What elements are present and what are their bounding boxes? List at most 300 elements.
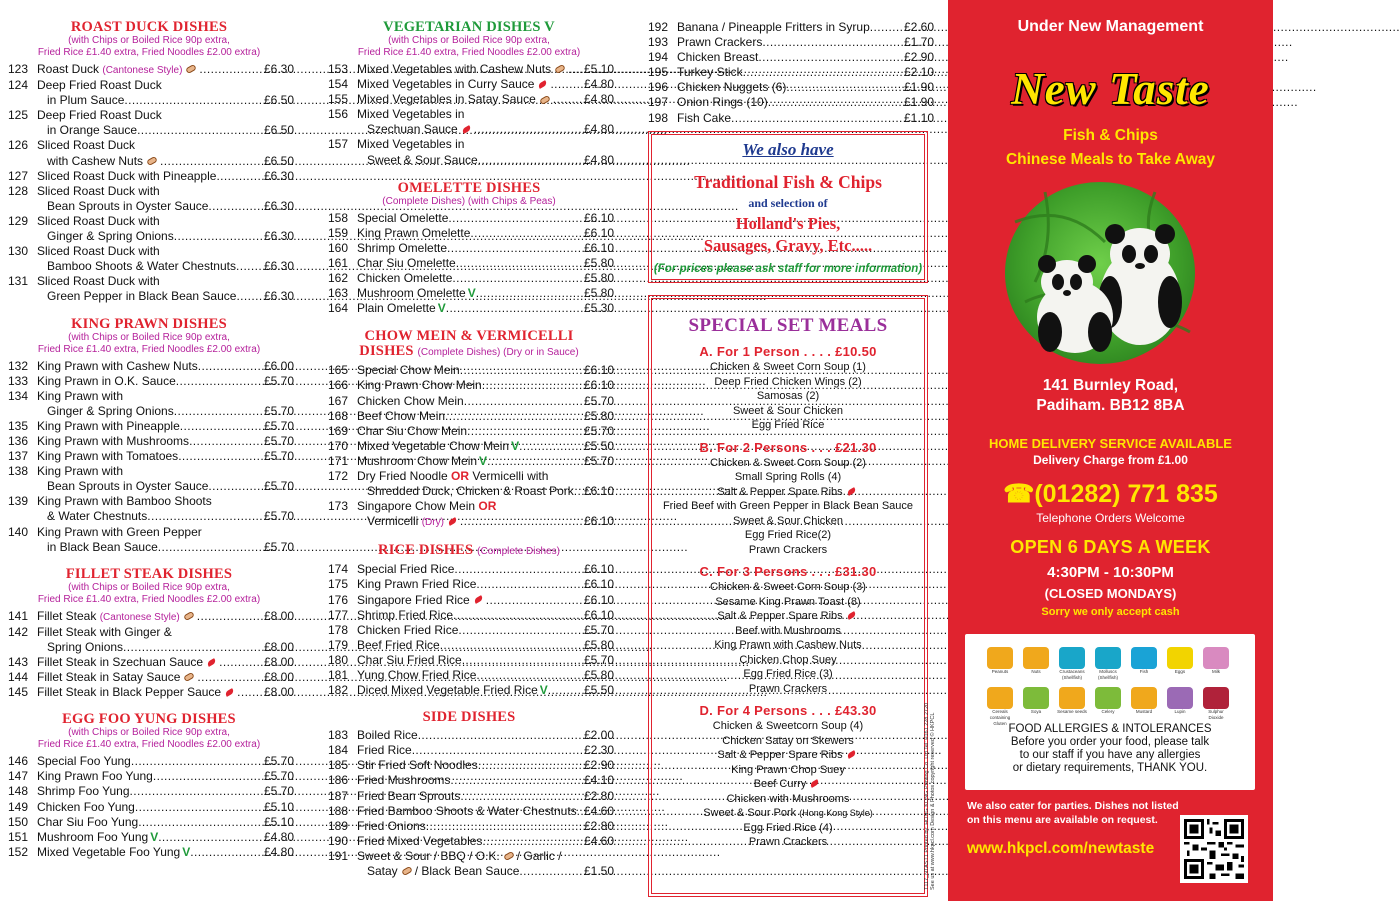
menu-list (4, 609, 294, 701)
website-link[interactable]: www.hkpcl.com/newtaste (967, 840, 1155, 857)
allergy-info-box (965, 634, 1255, 790)
set-meals-title: SPECIAL SET MEALS (688, 315, 888, 336)
menu-item (644, 95, 934, 110)
item-number: 184 (328, 743, 349, 758)
leader-dots (138, 815, 264, 830)
item-price: £8.00 (263, 655, 294, 669)
set-meal-line-text: Prawn Crackers (748, 682, 828, 695)
item-price: £6.30 (263, 259, 294, 274)
item-name: Shredded Duck, Chicken & Roast Pork (367, 484, 574, 499)
item-name (37, 464, 123, 479)
menu-list (4, 754, 294, 860)
set-meal-line-text: Salt & Pepper Spare Ribs (717, 485, 843, 498)
leader-dots (460, 363, 584, 378)
leader-dots (137, 123, 264, 138)
item-number: 174 (328, 562, 349, 577)
item-name (357, 743, 412, 758)
item-number: 195 (648, 65, 669, 80)
menu-item (4, 800, 294, 815)
item-name (357, 773, 450, 788)
item-number: 161 (328, 255, 349, 270)
menu-item (4, 509, 294, 524)
item-price: £6.30 (263, 168, 294, 183)
leader-dots (478, 153, 584, 168)
item-name (37, 655, 219, 670)
allergen-icon (987, 687, 1013, 709)
menu-item (324, 226, 614, 241)
menu-item (4, 374, 294, 389)
menu-item (4, 93, 294, 108)
item-name (357, 469, 548, 484)
item-name-text: Char Siu Chow Mein (357, 423, 468, 438)
leader-dots (758, 50, 904, 65)
set-meal-line (652, 404, 924, 419)
leader-dots (458, 623, 584, 638)
item-name (37, 62, 199, 78)
item-name-text: Mixed Vegetable Foo Yung (37, 844, 181, 859)
item-name (37, 845, 190, 860)
item-name-text: Roast Duck (37, 62, 100, 76)
vegetarian-icon: V (182, 844, 191, 859)
leader-dots (450, 773, 584, 788)
chili-icon (846, 487, 856, 496)
set-meal-line-text: Deep Fried Chicken Wings (2) (714, 375, 862, 388)
menu-list (4, 62, 294, 305)
item-price: £8.00 (263, 639, 294, 654)
allergen-icon (1023, 687, 1049, 709)
item-price: £4.80 (583, 77, 614, 92)
item-name (357, 439, 519, 454)
item-price: £6.30 (263, 229, 294, 244)
item-name-text: Fish Cake (677, 110, 732, 125)
qr-code[interactable] (1180, 815, 1248, 883)
item-name-text: in Black Bean Sauce (47, 539, 158, 554)
item-price: £8.00 (263, 670, 294, 685)
telephone-icon: ☎ (1003, 480, 1035, 508)
item-price: £1.70 (903, 35, 934, 50)
catering-note: on this menu are available on request. (967, 814, 1158, 826)
leader-dots (208, 479, 264, 494)
menu-item (324, 62, 614, 77)
item-name-text: King Prawn with Pineapple (37, 418, 180, 433)
item-name-text: Spring Onions (47, 639, 124, 654)
leader-dots (553, 92, 584, 107)
item-name-part: Vermicelli (367, 514, 419, 529)
vegetarian-icon: V (539, 683, 548, 698)
set-meal-line (652, 470, 924, 485)
leader-dots (568, 62, 584, 77)
item-price: £6.10 (583, 378, 614, 393)
leader-dots (176, 374, 264, 389)
menu-list (324, 211, 614, 317)
item-name (357, 363, 460, 378)
item-name (47, 289, 236, 304)
menu-item (324, 758, 614, 773)
set-meal-line (652, 638, 924, 653)
item-price: £6.10 (583, 240, 614, 255)
item-name (357, 211, 448, 226)
set-meal-line-text: Prawn Crackers (748, 836, 828, 848)
menu-item (324, 819, 614, 834)
item-name (677, 95, 768, 110)
item-name (357, 92, 553, 107)
leader-dots (474, 122, 584, 137)
menu-item (324, 743, 614, 758)
item-name-text: Chicken Fried Rice (357, 622, 459, 637)
phone-number[interactable] (948, 479, 1273, 509)
set-meal-line-text: Chicken & Sweetcorn Soup (4) (712, 720, 864, 732)
item-number: 194 (648, 50, 669, 65)
set-meal-line-text: Egg Fried Rice (4) (743, 821, 833, 834)
item-number: 137 (8, 449, 29, 464)
item-number: 139 (8, 494, 29, 509)
item-name (357, 608, 453, 623)
leader-dots (174, 229, 264, 244)
menu-item (4, 830, 294, 845)
item-name-text: Beef Fried Rice (357, 637, 440, 652)
menu-item (4, 244, 294, 259)
set-meal-line-text: Chicken Chop Suey (739, 653, 837, 666)
leader-dots (870, 20, 904, 35)
item-price: £5.70 (263, 449, 294, 464)
leader-dots (123, 640, 264, 655)
menu-item (4, 464, 294, 479)
item-name-part: Sweet & Sour / BBQ / O.K. (357, 848, 500, 863)
item-price: £5.10 (263, 814, 294, 829)
king-prawn-section (4, 317, 294, 555)
item-name (37, 830, 158, 845)
item-price: £5.50 (583, 438, 614, 453)
leader-dots (178, 449, 264, 464)
item-name (677, 111, 731, 126)
leader-dots (519, 439, 584, 454)
item-price: £4.80 (263, 844, 294, 859)
item-number: 136 (8, 433, 29, 448)
item-price: £6.10 (583, 562, 614, 577)
nut-icon (146, 156, 158, 166)
item-price: £6.10 (583, 607, 614, 622)
menu-item (4, 540, 294, 555)
set-meal-line-text: King Prawn with Cashew Nuts (714, 639, 862, 651)
phone-number-text: (01282) 771 835 (1034, 480, 1218, 508)
menu-item (4, 229, 294, 244)
item-name (357, 758, 478, 773)
leader-dots (464, 394, 584, 409)
menu-item (324, 484, 614, 499)
item-number: 147 (8, 769, 29, 784)
item-extra: (Cantonese Style) (102, 65, 183, 76)
leader-dots (189, 434, 264, 449)
item-price: £4.80 (583, 92, 614, 107)
item-name (37, 625, 172, 640)
menu-item (324, 562, 614, 577)
or-label: OR (478, 499, 497, 514)
also-heading: We also have (742, 140, 834, 159)
item-name (37, 274, 160, 289)
item-name-text: King Prawn with (37, 388, 124, 403)
item-price: £6.10 (583, 592, 614, 607)
printer-credit (924, 650, 936, 890)
item-name (357, 77, 550, 92)
menu-item (4, 274, 294, 289)
nut-icon (401, 866, 413, 876)
item-name-text: Special Foo Yung (37, 754, 131, 769)
set-meal-line (652, 528, 924, 543)
item-name (37, 525, 202, 540)
item-name-text: Mixed Vegetables in Satay Sauce (357, 92, 536, 107)
menu-item (4, 289, 294, 304)
item-name (37, 449, 178, 464)
menu-item (4, 123, 294, 138)
item-name (357, 849, 561, 864)
allergen-icon (1167, 647, 1193, 669)
allergen-icon (1203, 647, 1229, 669)
item-number: 130 (8, 244, 29, 259)
leader-dots (478, 758, 584, 773)
menu-item (324, 454, 614, 469)
item-name (47, 479, 208, 494)
item-name (357, 638, 440, 653)
address-line-2: Padiham. BB12 8BA (1036, 397, 1185, 414)
item-name (677, 65, 743, 80)
item-name (37, 670, 197, 685)
item-name (357, 378, 482, 393)
item-price: £4.80 (263, 829, 294, 844)
leader-dots (219, 655, 264, 670)
set-meal-line (652, 418, 924, 433)
set-meal-line-text: King Prawn Chop Suey (731, 763, 845, 776)
set-meal-line-text: Sweet & Sour Chicken (732, 514, 844, 527)
item-name-text: Char Siu Foo Yung (37, 814, 139, 829)
item-name-text: Mushroom Foo Yung (37, 829, 149, 844)
item-name-text: Prawn Crackers (677, 35, 763, 50)
pies-text: Holland's Pies, (735, 214, 841, 233)
item-price: £6.50 (263, 123, 294, 138)
allergen-item (1165, 687, 1195, 721)
allergen-item (1093, 687, 1123, 721)
tagline-chinese: Chinese Meals to Take Away (1005, 151, 1216, 168)
leader-dots (476, 577, 584, 592)
item-name (37, 374, 176, 389)
leader-dots (418, 728, 584, 743)
item-price: £5.10 (263, 799, 294, 814)
leader-dots (786, 80, 904, 95)
set-meal-line-text: Salt & Pepper Spare Ribs (717, 749, 843, 761)
item-number: 170 (328, 438, 349, 453)
menu-item (324, 256, 614, 271)
new-management-text: Under New Management (1017, 18, 1204, 35)
item-number: 191 (328, 848, 349, 863)
menu-item (644, 20, 934, 35)
menu-item (324, 834, 614, 849)
leader-dots (190, 845, 264, 860)
set-meal-line-text: Egg Fried Rice (751, 419, 825, 431)
item-price: £5.70 (263, 403, 294, 418)
set-meal-line (652, 499, 924, 514)
set-meal-line (652, 734, 924, 749)
allergy-text (965, 723, 1255, 775)
item-number: 160 (328, 240, 349, 255)
item-name-text: King Prawn in O.K. Sauce (37, 373, 176, 388)
open-days: OPEN 6 DAYS A WEEK (1010, 537, 1211, 557)
item-number: 124 (8, 78, 29, 93)
delivery-heading: HOME DELIVERY SERVICE AVAILABLE (989, 436, 1232, 451)
menu-item (324, 668, 614, 683)
item-price: £5.10 (583, 62, 614, 76)
menu-list-part (324, 363, 614, 469)
item-number: 152 (8, 844, 29, 859)
menu-item (324, 773, 614, 788)
item-name (47, 640, 123, 655)
leader-dots (448, 211, 584, 226)
item-number: 132 (8, 358, 29, 373)
leader-dots (548, 683, 584, 698)
vegetarian-section (324, 20, 614, 168)
item-number: 193 (648, 35, 669, 50)
item-price: £6.30 (263, 289, 294, 304)
item-number: 183 (328, 728, 349, 743)
allergen-icon (1023, 647, 1049, 669)
item-name-text: Beef Chow Mein (357, 408, 446, 423)
section-title-text: DISHES (359, 343, 414, 360)
item-name-text: Bamboo Shoots & Water Chestnuts (47, 259, 236, 274)
item-name-text: King Prawn with Mushrooms (37, 433, 190, 448)
nut-icon (184, 672, 196, 682)
selection-text: and selection of (748, 196, 828, 210)
item-name (37, 754, 131, 769)
item-name-text: Fillet Steak (37, 608, 97, 623)
item-number: 126 (8, 138, 29, 153)
leader-dots (158, 540, 264, 555)
item-price: £2.90 (583, 758, 614, 773)
item-name-text: Fillet Steak in Satay Sauce (37, 670, 181, 685)
menu-item (4, 670, 294, 685)
section-subtitle: (with Chips or Boiled Rice 90p extra, (68, 35, 230, 46)
item-name-part: Singapore Chow Mein (357, 499, 476, 514)
item-name-text: Chicken Foo Yung (37, 799, 135, 814)
item-price: £2.30 (583, 743, 614, 758)
item-name (357, 499, 496, 514)
item-name-part: Satay (367, 864, 398, 879)
set-meal-line-text: Egg Fried Rice(2) (744, 529, 832, 541)
section-subtitle: (Complete Dishes) (Dry or in Sauce) (417, 347, 579, 359)
side-dishes-section (324, 710, 614, 879)
item-name-text: Ginger & Spring Onions (47, 403, 174, 418)
item-name (37, 169, 216, 184)
item-name (357, 286, 476, 301)
item-name-text: Chicken Chow Mein (357, 393, 464, 408)
item-name (367, 153, 478, 168)
nut-icon (183, 611, 195, 621)
set-meal-line-text: Samosas (2) (756, 390, 820, 402)
menu-item (324, 683, 614, 698)
menu-item (324, 137, 614, 152)
allergen-label: Crustaceans (Shellfish) (1059, 669, 1085, 680)
item-name-text: Fried Mixed Vegetables (357, 833, 483, 848)
item-name (357, 241, 447, 256)
item-name (677, 20, 870, 35)
allergen-item (1129, 687, 1159, 721)
menu-item (324, 593, 614, 608)
menu-item (324, 728, 614, 743)
menu-column-2 (324, 0, 614, 879)
item-name-text: Special Fried Rice (357, 562, 455, 577)
item-number: 150 (8, 814, 29, 829)
menu-list (324, 363, 614, 530)
menu-list (324, 728, 614, 879)
item-price: £5.70 (583, 393, 614, 408)
fillet-steak-section (4, 567, 294, 701)
item-name (37, 108, 162, 123)
leader-dots (743, 65, 904, 80)
item-name-text: Szechuan Sauce (367, 122, 458, 137)
leader-dots (147, 509, 264, 524)
set-meal-line-text: Small Spring Rolls (4) (734, 471, 842, 483)
item-number: 149 (8, 799, 29, 814)
menu-item (324, 653, 614, 668)
nut-icon (554, 64, 566, 74)
leader-dots (453, 608, 584, 623)
menu-item (4, 78, 294, 93)
set-meal-line-text: Prawn Crackers (748, 543, 828, 556)
item-number: 159 (328, 225, 349, 240)
item-name-text: Plain Omelette (357, 301, 436, 316)
menu-column-3 (644, 0, 934, 126)
set-meal-line-text: Egg Fried Rice (3) (743, 668, 833, 680)
item-name-text: Mixed Vegetables in (357, 137, 465, 152)
menu-item (4, 434, 294, 449)
set-meal-line-text: Beef with Mushrooms (735, 624, 841, 637)
set-meal-line (652, 580, 924, 595)
set-meal-line (652, 821, 924, 836)
item-name-text: Chicken Breast (677, 50, 759, 65)
menu-list (4, 359, 294, 555)
menu-item (4, 625, 294, 640)
item-price: £5.70 (583, 622, 614, 637)
item-number: 186 (328, 773, 349, 788)
leader-dots (731, 111, 904, 126)
item-number: 171 (328, 453, 349, 468)
printer-credit-line: T117_NTAST1 Printed by: HONG KONG Printing Co. Ltd Tel: 0161 228 2720 (924, 702, 930, 890)
set-meal-line-text: Chicken & Sweet Corn Soup (2) (710, 456, 866, 469)
item-name (357, 409, 445, 424)
item-price: £5.50 (583, 683, 614, 698)
leader-dots (135, 800, 264, 815)
item-name-text: Bean Sprouts in Oyster Sauce (47, 198, 209, 213)
menu-item (4, 169, 294, 184)
leader-dots (574, 484, 584, 499)
item-price: £6.10 (583, 484, 614, 499)
item-name-text: Stir Fried Soft Noodles (357, 758, 478, 773)
leader-dots (197, 609, 264, 624)
section-subtitle: (with Chips or Boiled Rice 90p extra, (68, 727, 230, 739)
vegetarian-icon: V (437, 301, 446, 316)
chili-icon (461, 125, 471, 134)
menu-item (324, 286, 614, 301)
item-name-text: Char Siu Fried Rice (357, 652, 462, 667)
leader-dots (237, 685, 264, 700)
item-name-text: in Orange Sauce (47, 123, 138, 138)
leader-dots (160, 154, 264, 169)
item-name-part: / Black Bean Sauce (414, 864, 520, 879)
item-price: £2.80 (583, 818, 614, 833)
leader-dots (467, 424, 584, 439)
egg-foo-yung-section (4, 712, 294, 860)
menu-item (4, 784, 294, 799)
allergen-icon (1095, 647, 1121, 669)
leader-dots (577, 804, 584, 819)
allergen-label: Soya (1030, 709, 1042, 714)
